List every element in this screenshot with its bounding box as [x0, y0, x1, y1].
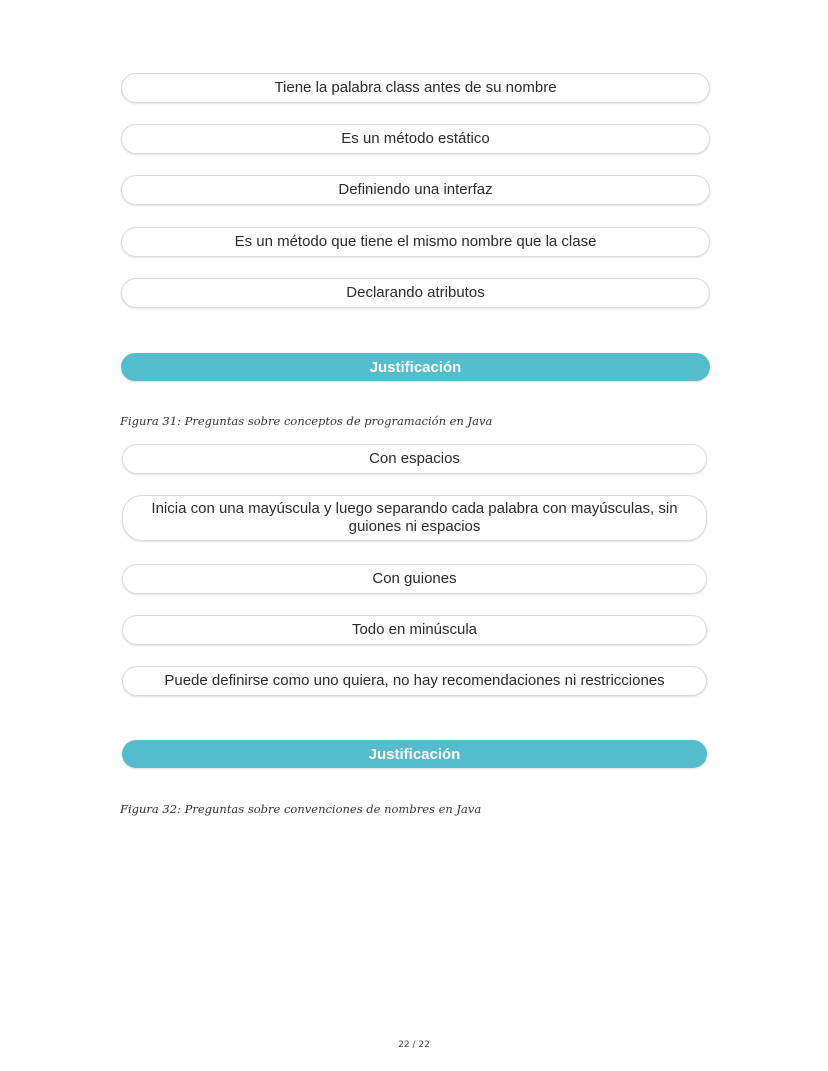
- figure-caption: Figura 31: Preguntas sobre conceptos de programación en Java: [120, 414, 493, 428]
- page-number: 22 / 22: [398, 1040, 430, 1050]
- answer-option[interactable]: Es un método que tiene el mismo nombre que la clase: [121, 227, 710, 257]
- answer-option[interactable]: Todo en minúscula: [122, 615, 707, 645]
- answer-option[interactable]: Con guiones: [122, 564, 707, 594]
- answer-option[interactable]: Declarando atributos: [121, 278, 710, 308]
- answer-option[interactable]: Definiendo una interfaz: [121, 175, 710, 205]
- answer-option[interactable]: Inicia con una mayúscula y luego separando cada palabra con mayúsculas, sin guiones ni espacios: [122, 495, 707, 541]
- answer-option[interactable]: Tiene la palabra class antes de su nombre: [121, 73, 710, 103]
- justification-button[interactable]: Justificación: [121, 353, 710, 381]
- justification-button[interactable]: Justificación: [122, 740, 707, 768]
- answer-option[interactable]: Puede definirse como uno quiera, no hay recomendaciones ni restricciones: [122, 666, 707, 696]
- figure-caption: Figura 32: Preguntas sobre convenciones de nombres en Java: [120, 802, 482, 816]
- answer-option[interactable]: Con espacios: [122, 444, 707, 474]
- answer-option[interactable]: Es un método estático: [121, 124, 710, 154]
